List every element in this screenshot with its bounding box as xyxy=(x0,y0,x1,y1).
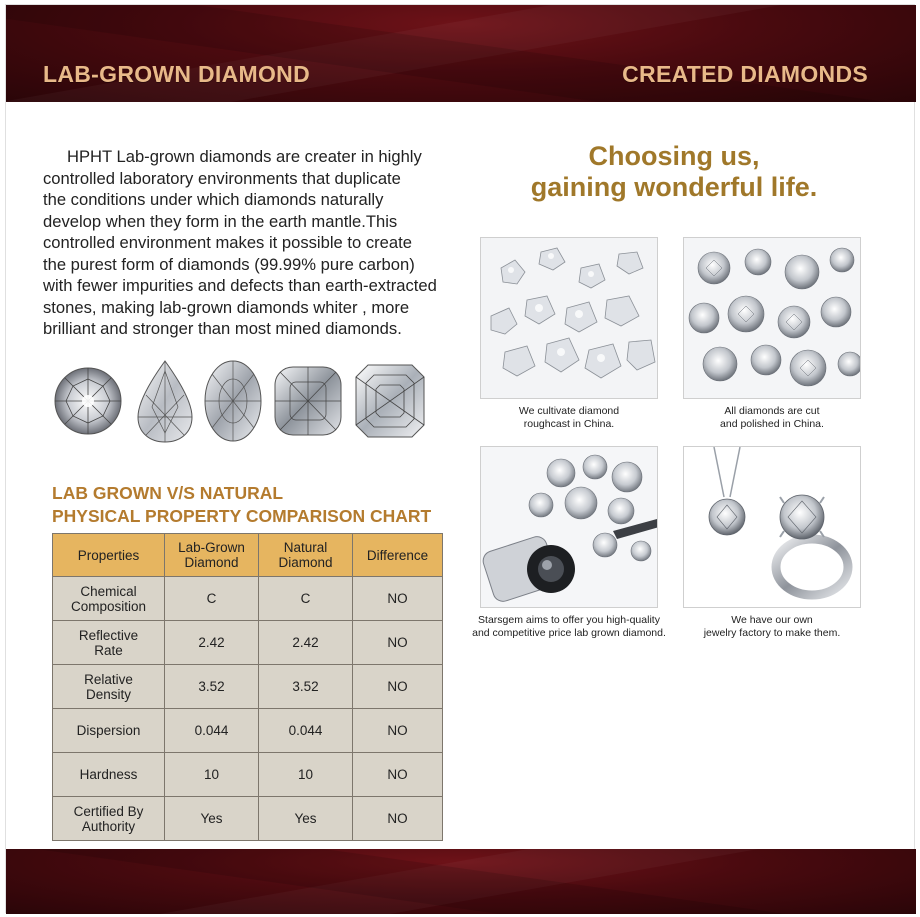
header-properties: Properties xyxy=(53,534,165,577)
lab-value-cell: 2.42 xyxy=(165,621,259,665)
header-band xyxy=(6,5,916,102)
table-row xyxy=(53,709,443,753)
intro-line: the purest form of diamonds (99.99% pure carbon) xyxy=(43,254,415,274)
intro-line: controlled environment makes it possible to create xyxy=(43,233,412,252)
natural-value-cell: Yes xyxy=(259,797,353,841)
lab-value-cell: 10 xyxy=(165,753,259,797)
cushion-diamond-icon xyxy=(272,357,344,445)
lab-value-cell: 0.044 xyxy=(165,709,259,753)
intro-line: develop when they form in the earth mantle.This xyxy=(43,211,398,231)
header-lab-grown: Lab-Grown Diamond xyxy=(165,534,259,577)
diamond-shapes-row xyxy=(52,357,432,445)
difference-cell: NO xyxy=(353,753,443,797)
comparison-table xyxy=(52,533,443,841)
difference-cell: NO xyxy=(353,709,443,753)
difference-cell: NO xyxy=(353,797,443,841)
natural-value-cell: 3.52 xyxy=(259,665,353,709)
intro-line: controlled laboratory environments that duplicate xyxy=(43,168,401,188)
natural-value-cell: 0.044 xyxy=(259,709,353,753)
intro-line: with fewer impurities and defects than earth-extracted xyxy=(43,276,437,295)
photo-caption: Starsgem aims to offer you high-quality and competitive price lab grown diamond. xyxy=(472,614,666,639)
difference-cell: NO xyxy=(353,577,443,621)
intro-line: stones, making lab-grown diamonds whiter , more xyxy=(43,297,410,317)
header-natural: Natural Diamond xyxy=(259,534,353,577)
rough-diamonds-icon xyxy=(481,238,658,399)
chart-title-line2: PHYSICAL PROPERTY COMPARISON CHART xyxy=(52,506,432,526)
table-row xyxy=(53,577,443,621)
difference-cell: NO xyxy=(353,665,443,709)
lab-value-cell: 3.52 xyxy=(165,665,259,709)
chart-title-line1: LAB GROWN V/S NATURAL xyxy=(52,483,284,503)
natural-value-cell: 10 xyxy=(259,753,353,797)
table-row xyxy=(53,665,443,709)
table-row xyxy=(53,621,443,665)
photo-polished-diamonds xyxy=(683,237,861,399)
oval-diamond-icon xyxy=(202,357,264,445)
footer-band xyxy=(6,849,916,914)
slogan-line1: Choosing us, xyxy=(588,141,760,171)
header-left-title: LAB-GROWN DIAMOND xyxy=(43,61,311,87)
table-row xyxy=(53,753,443,797)
intro-line: the conditions under which diamonds naturally xyxy=(43,190,384,209)
jewelry-icon xyxy=(684,447,861,608)
header-right-title: CREATED DIAMONDS xyxy=(622,61,868,87)
header-difference: Difference xyxy=(353,534,443,577)
natural-value-cell: C xyxy=(259,577,353,621)
polished-diamonds-icon xyxy=(684,238,861,399)
photo-caption: We have our own jewelry factory to make them. xyxy=(703,614,841,639)
asscher-diamond-icon xyxy=(352,357,428,445)
property-cell: Relative Density xyxy=(53,665,165,709)
natural-value-cell: 2.42 xyxy=(259,621,353,665)
brochure-page xyxy=(5,4,915,913)
photo-rough-diamonds xyxy=(480,237,658,399)
slogan xyxy=(474,141,874,203)
intro-paragraph xyxy=(43,146,455,340)
comparison-chart-title xyxy=(52,482,431,528)
photo-loupe-diamonds xyxy=(480,446,658,608)
photo-jewelry xyxy=(683,446,861,608)
property-cell: Hardness xyxy=(53,753,165,797)
table-header-row xyxy=(53,534,443,577)
round-diamond-icon xyxy=(52,357,124,445)
difference-cell: NO xyxy=(353,621,443,665)
intro-line: brilliant and stronger than most mined diamonds. xyxy=(43,319,402,338)
photo-caption: All diamonds are cut and polished in China. xyxy=(720,405,824,430)
property-cell: Reflective Rate xyxy=(53,621,165,665)
property-cell: Dispersion xyxy=(53,709,165,753)
lab-value-cell: Yes xyxy=(165,797,259,841)
pear-diamond-icon xyxy=(134,357,196,445)
property-cell: Chemical Composition xyxy=(53,577,165,621)
property-cell: Certified By Authority xyxy=(53,797,165,841)
slogan-line2: gaining wonderful life. xyxy=(530,172,818,202)
intro-line: HPHT Lab-grown diamonds are creater in highly xyxy=(67,147,422,166)
lab-value-cell: C xyxy=(165,577,259,621)
loupe-diamonds-icon xyxy=(481,447,658,608)
table-row xyxy=(53,797,443,841)
photo-caption: We cultivate diamond roughcast in China. xyxy=(518,405,620,430)
